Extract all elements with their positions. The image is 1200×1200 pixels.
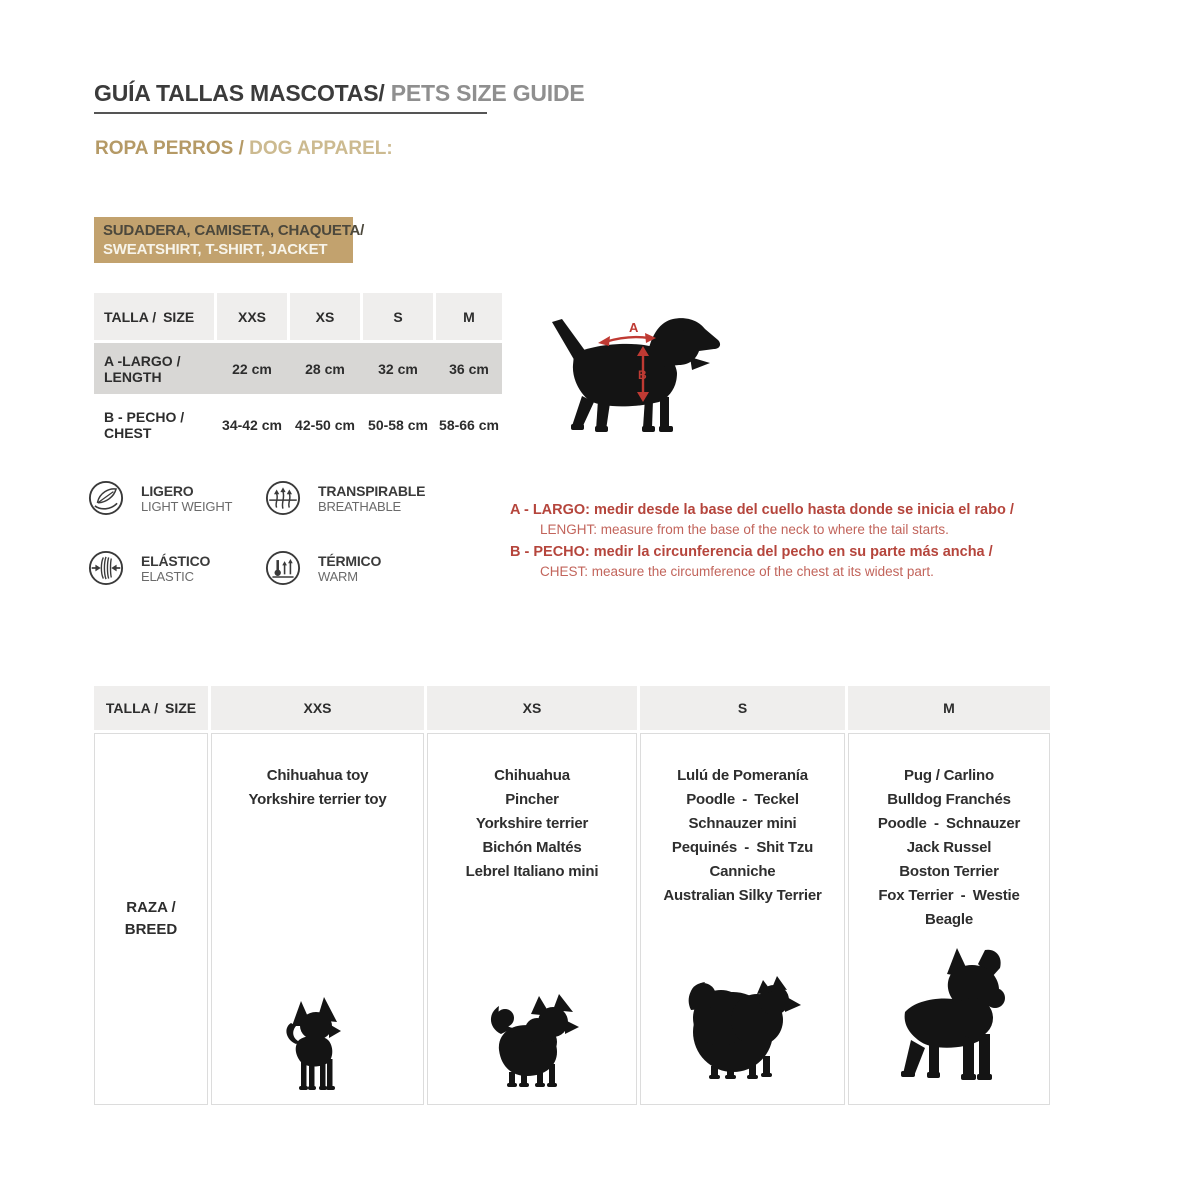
size-table <box>94 293 502 453</box>
breed-list <box>428 734 636 884</box>
breed-header-cell: M <box>848 686 1050 730</box>
note-a-text: medir desde la base del cuello hasta donde se inicia el rabo / <box>590 502 1014 518</box>
measure-label-b: B <box>638 368 647 382</box>
note-b-text: medir la circunferencia del pecho en su parte más ancha / <box>589 544 993 560</box>
breed-header-cell: XS <box>427 686 637 730</box>
feature-text <box>318 553 381 584</box>
feature-breathable <box>265 480 425 516</box>
size-table-header-cell: M <box>436 293 502 340</box>
breed-name: Australian Silky Terrier <box>663 887 822 904</box>
feature-name-es: TÉRMICO <box>318 552 382 569</box>
page-title-en: PETS SIZE GUIDE <box>384 80 585 106</box>
category-line-en: SWEATSHIRT, T-SHIRT, JACKET <box>103 241 328 258</box>
pomeranian-silhouette-icon <box>677 970 809 1082</box>
breed-name: Pug / Carlino <box>904 767 994 784</box>
note-a-es <box>510 500 1014 520</box>
breed-name: Bulldog Franchés <box>887 791 1011 808</box>
length-row-label: A -LARGO / LENGTH <box>104 352 181 385</box>
size-table-header-cell: TALLA / SIZE <box>94 293 214 340</box>
breed-name: Yorkshire terrier toy <box>248 791 387 808</box>
chest-row-label: B - PECHO / CHEST <box>94 397 214 453</box>
size-table-length-row <box>94 343 502 394</box>
breed-name: Beagle <box>925 911 973 928</box>
breed-name: Jack Russel <box>906 839 992 856</box>
note-b-en: CHEST: measure the circumference of the chest at its widest part. <box>540 564 934 579</box>
breed-table-header-row <box>94 686 1050 730</box>
breed-name: Pincher <box>505 791 559 808</box>
breed-name: Bichón Maltés <box>482 839 582 856</box>
feature-thermal <box>265 550 381 586</box>
breathable-icon <box>265 480 301 516</box>
note-a-en: LENGHT: measure from the base of the neck to where the tail starts. <box>540 522 949 537</box>
feature-name-es: ELÁSTICO <box>141 552 211 569</box>
size-table-header-row <box>94 293 502 340</box>
note-a-label: A - LARGO: <box>510 502 591 518</box>
chest-value: 50-58 cm <box>363 397 433 453</box>
breed-name: Chihuahua <box>494 767 570 784</box>
size-table-header-cell: S <box>363 293 433 340</box>
breed-table <box>94 686 1050 1105</box>
feature-text <box>141 553 210 584</box>
breed-header-cell: TALLA / SIZE <box>94 686 208 730</box>
french-bulldog-silhouette-icon <box>881 948 1017 1090</box>
apparel-type-en: DOG APPAREL: <box>249 138 393 159</box>
size-table-header-cell: XS <box>290 293 360 340</box>
feature-elastic <box>88 550 210 586</box>
breed-header-cell: S <box>640 686 845 730</box>
long-haired-chihuahua-silhouette-icon <box>479 994 585 1090</box>
breed-row-label-en: BREED <box>124 921 178 938</box>
breed-name: Boston Terrier <box>899 863 999 880</box>
chest-value: 58-66 cm <box>436 397 502 453</box>
dog-measurement-diagram <box>550 310 740 438</box>
breed-name: Poodle - Teckel <box>686 791 799 808</box>
length-value: 22 cm <box>232 360 272 377</box>
breed-name: Pequinés - Shit Tzu <box>671 839 814 856</box>
feature-light-weight <box>88 480 232 516</box>
feature-text <box>318 483 425 514</box>
breed-name: Canniche <box>709 863 776 880</box>
breed-list <box>641 734 844 908</box>
breed-cell-m <box>848 733 1050 1105</box>
breed-cell-s <box>640 733 845 1105</box>
breed-cell-xxs <box>211 733 424 1105</box>
breed-row-label-es: RAZA / <box>126 899 176 916</box>
labrador-silhouette-icon <box>552 318 720 432</box>
breed-name: Poodle - Schnauzer <box>877 815 1021 832</box>
feature-name-es: LIGERO <box>141 482 194 499</box>
category-line-es: SUDADERA, CAMISETA, CHAQUETA/ <box>103 222 365 239</box>
breed-header-cell: XXS <box>211 686 424 730</box>
note-b-es <box>510 542 993 562</box>
chest-value: 34-42 cm <box>217 397 287 453</box>
feature-name-es: TRANSPIRABLE <box>318 482 426 499</box>
page-title <box>94 80 585 107</box>
page-title-es: GUÍA TALLAS MASCOTAS/ <box>94 80 385 106</box>
breed-name: Lulú de Pomeranía <box>677 767 808 784</box>
breed-list <box>212 734 423 812</box>
note-b-label: B - PECHO: <box>510 544 590 560</box>
length-value: 36 cm <box>449 360 489 377</box>
measure-label-a: A <box>629 320 639 335</box>
breed-name: Chihuahua toy <box>266 767 369 784</box>
breed-table-body-row <box>94 733 1050 1105</box>
size-table-header-cell: XXS <box>217 293 287 340</box>
breed-name: Schnauzer mini <box>688 815 797 832</box>
apparel-type-es: ROPA PERROS / <box>95 138 250 159</box>
feature-text <box>141 483 232 514</box>
length-value: 32 cm <box>378 360 418 377</box>
feature-name-en: BREATHABLE <box>318 498 402 514</box>
light-weight-icon <box>88 480 124 516</box>
feature-name-en: LIGHT WEIGHT <box>141 498 233 514</box>
title-underline <box>94 112 487 114</box>
size-table-chest-row <box>94 397 502 453</box>
thermal-icon <box>265 550 301 586</box>
breed-name: Fox Terrier - Westie <box>878 887 1020 904</box>
measurement-notes <box>510 500 1014 584</box>
breed-row-label <box>94 733 208 1105</box>
feature-name-en: WARM <box>318 568 358 584</box>
breed-list <box>849 734 1049 932</box>
chihuahua-silhouette-icon <box>279 996 357 1094</box>
breed-name: Yorkshire terrier <box>475 815 589 832</box>
breed-name: Lebrel Italiano mini <box>465 863 599 880</box>
length-value: 28 cm <box>305 360 345 377</box>
elastic-icon <box>88 550 124 586</box>
category-box <box>94 217 365 263</box>
feature-name-en: ELASTIC <box>141 568 194 584</box>
apparel-type-label <box>95 138 393 160</box>
breed-cell-xs <box>427 733 637 1105</box>
chest-value: 42-50 cm <box>290 397 360 453</box>
